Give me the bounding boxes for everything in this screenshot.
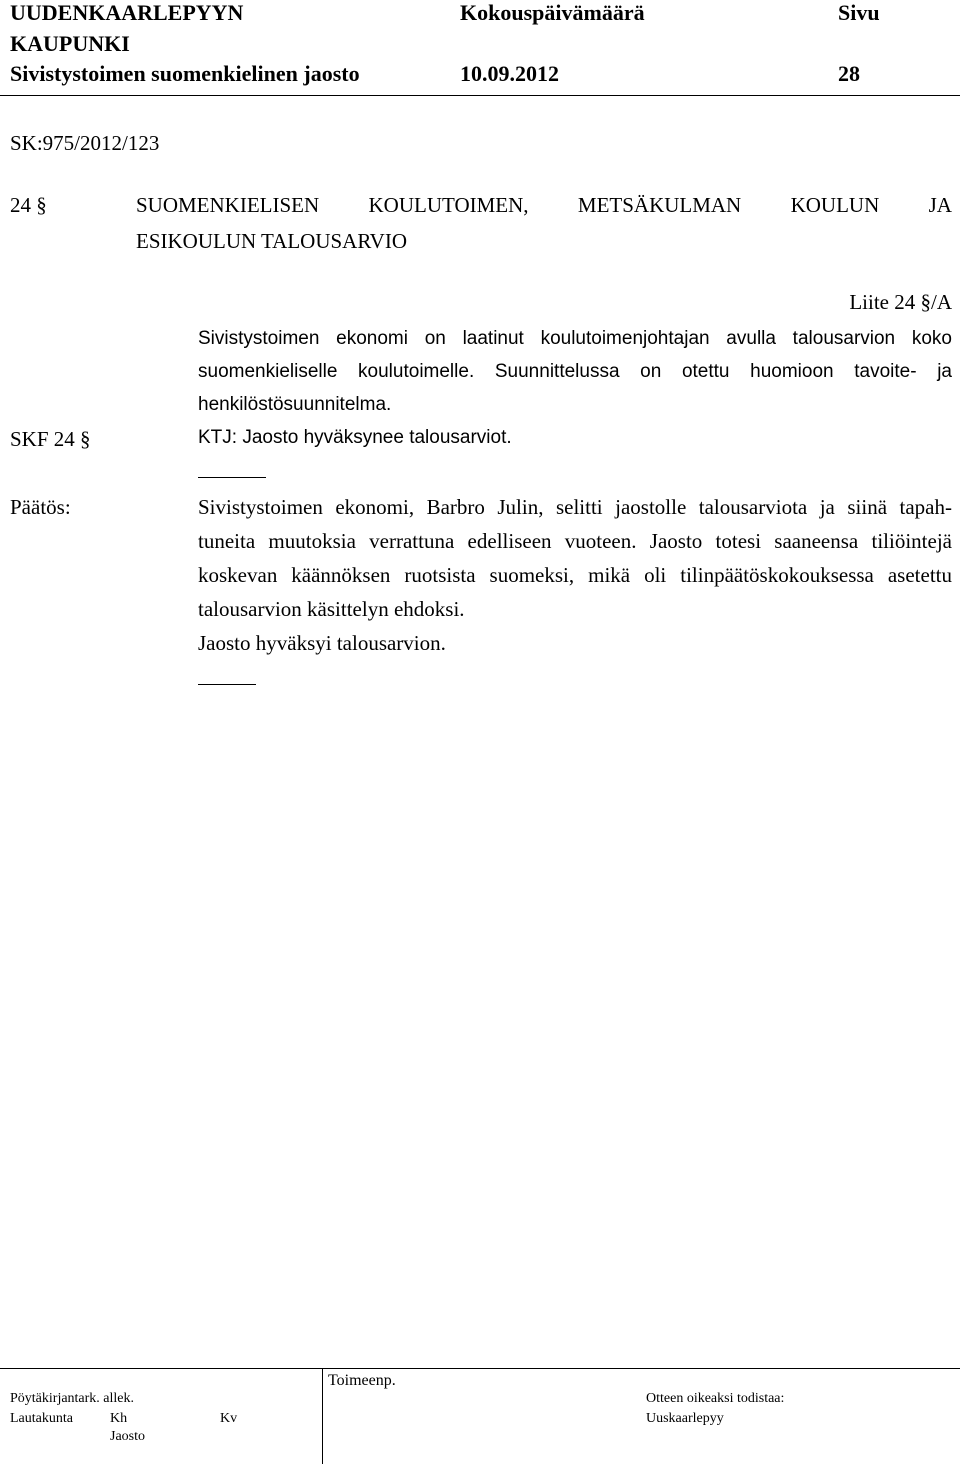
case-title-line1 (136, 188, 952, 222)
committee-name: Sivistystoimen suomenkielinen jaosto (10, 61, 360, 86)
page-number: 28 (838, 61, 860, 86)
intro-line-2: suomenkieliselle koulutoimelle. Suunnittelussa on otettu huomioon tavoite- ja (198, 361, 952, 382)
decision-line-3: koskevan käännöksen ruotsista suomeksi, mikä oli tilinpäätöskokouksessa asetettu (198, 563, 952, 587)
proposal-end-rule (198, 477, 266, 478)
decision-line-1: Sivistystoimen ekonomi, Barbro Julin, selitti jaostolle talousarviota ja siinä tapah- (198, 495, 952, 519)
case-title-word: METSÄKULMAN (577, 193, 742, 217)
skf-label-text: SKF 24 (10, 427, 75, 451)
intro-line-1: Sivistystoimen ekonomi on laatinut koulutoimenjohtajan avulla talousarvion koko (198, 328, 952, 349)
decision-line-2: tuneita muutoksia verrattuna edelliseen vuoteen. Jaosto totesi saaneensa tiliöintejä (198, 529, 952, 553)
date-label: Kokouspäivämäärä (460, 0, 645, 25)
case-number-value: 24 (10, 193, 31, 217)
skf-label (10, 422, 91, 456)
minutes-check-label: Pöytäkirjantark. allek. (10, 1391, 135, 1406)
skf-proposal: KTJ: Jaosto hyväksynee talousarviot. (198, 427, 512, 448)
footer-divider (0, 1368, 960, 1369)
decision-label: Päätös: (10, 495, 71, 519)
decision-line-5: Jaosto hyväksyi talousarvion. (198, 631, 446, 655)
decision-end-rule (198, 684, 256, 685)
action-label: Toimeenp. (328, 1372, 396, 1389)
meeting-date: 10.09.2012 (460, 61, 559, 86)
footer-kv: Kv (220, 1411, 238, 1426)
case-title-word: SUOMENKIELISEN (136, 193, 320, 217)
footer-kh: Kh (110, 1411, 128, 1426)
header-divider (0, 95, 960, 96)
case-title-word: KOULUTOIMEN, (368, 193, 529, 217)
case-reference: SK:975/2012/123 (10, 131, 160, 155)
certified-label: Otteen oikeaksi todistaa: (646, 1391, 785, 1406)
footer-town: Uuskaarlepyy (646, 1411, 724, 1426)
org-name-line2: KAUPUNKI (10, 31, 130, 56)
org-name-line1: UUDENKAARLEPYYN (10, 0, 244, 25)
intro-line-3: henkilöstösuunnitelma. (198, 394, 392, 415)
attachment-reference: Liite 24 §/A (849, 290, 952, 314)
footer-board: Lautakunta (10, 1411, 73, 1426)
case-title-word: JA (928, 193, 952, 217)
footer-jaosto: Jaosto (110, 1429, 145, 1444)
decision-line-4: talousarvion käsittelyn ehdoksi. (198, 597, 465, 621)
footer-separator (322, 1368, 323, 1464)
case-number (10, 188, 47, 222)
case-title-line2: ESIKOULUN TALOUSARVIO (136, 229, 407, 253)
section-sign: § (80, 427, 91, 451)
case-title-word: KOULUN (790, 193, 880, 217)
page-label: Sivu (838, 0, 880, 25)
section-sign: § (36, 193, 47, 217)
